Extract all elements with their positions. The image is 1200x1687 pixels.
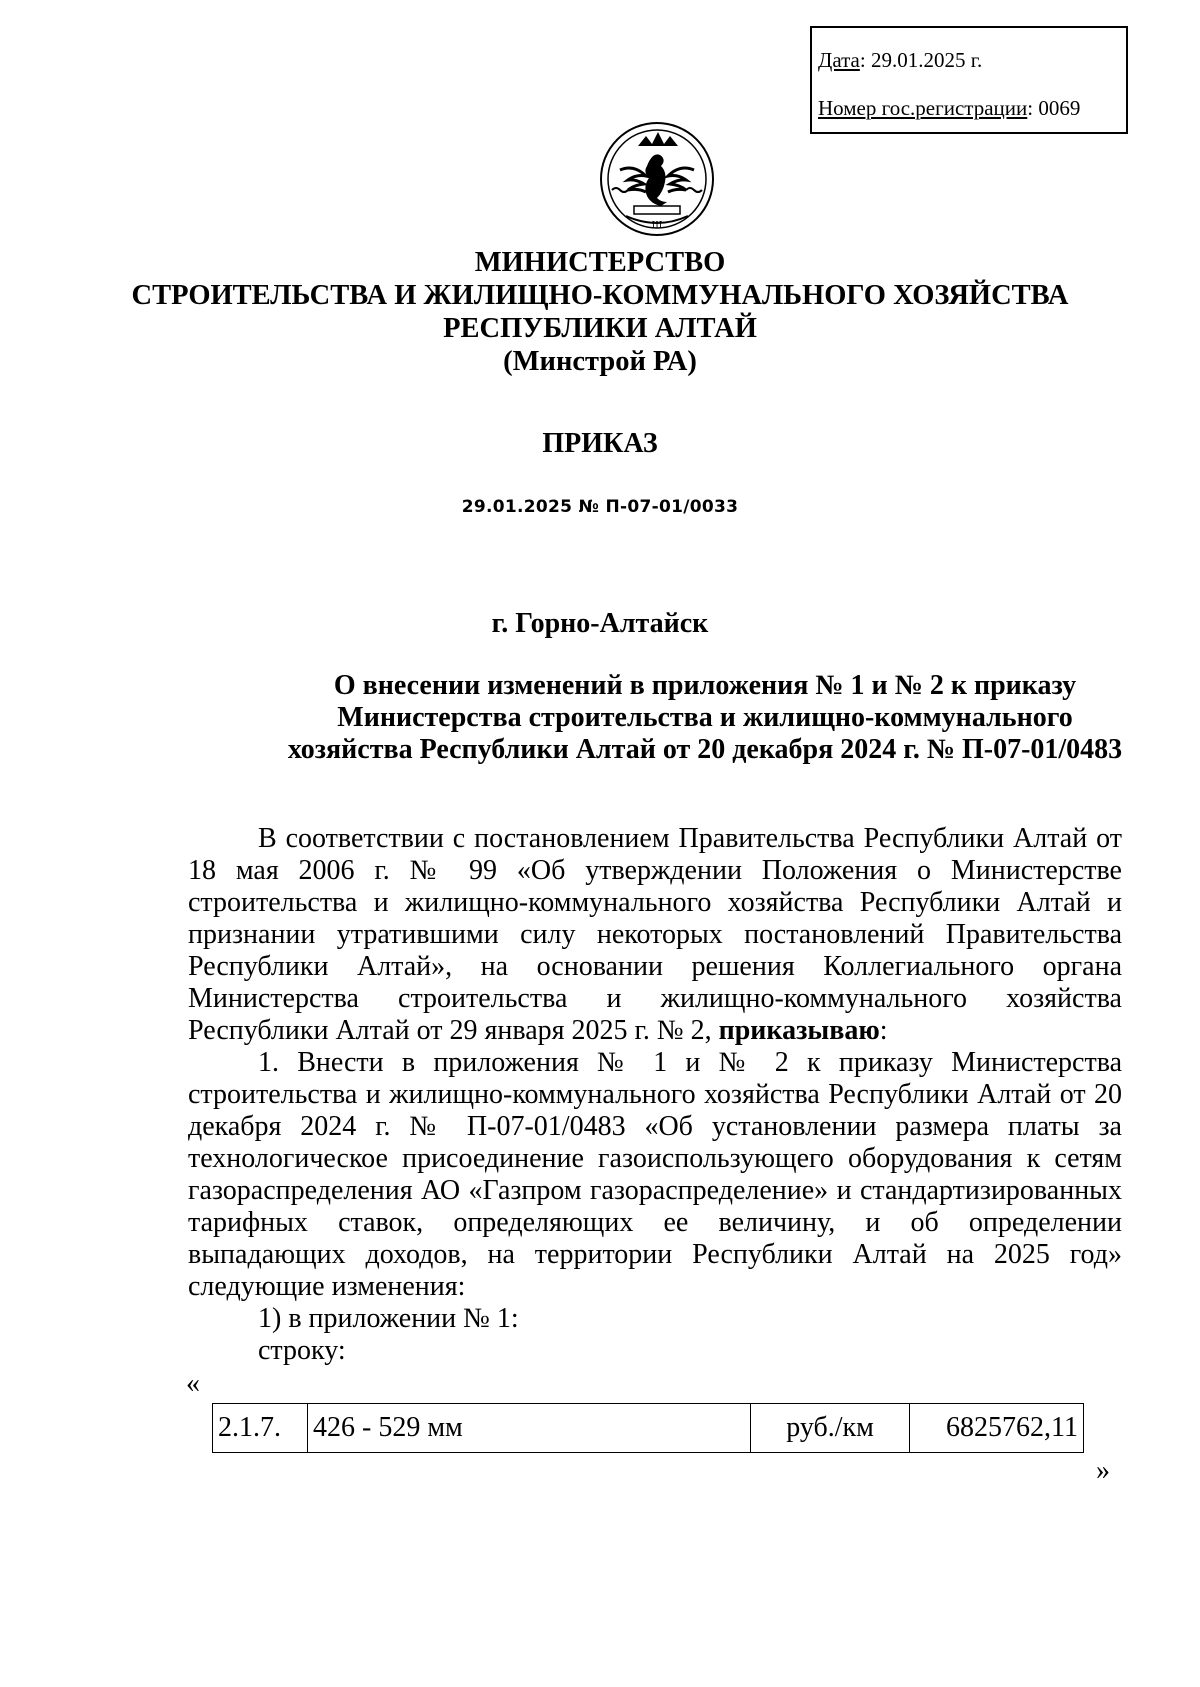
ministry-line-1: МИНИСТЕРСТВО [474, 247, 726, 278]
registration-date-row: Дата: 29.01.2025 г. [818, 48, 983, 72]
city: г. Горно-Алтайск [491, 608, 709, 639]
subject-line-1: О внесении изменений в приложения № 1 и № 2 к приказу [333, 670, 1077, 701]
order-number: 29.01.2025 № П-07-01/0033 [461, 497, 739, 517]
opening-quote: « [186, 1368, 200, 1399]
row-unit-cell: руб./км [751, 1404, 910, 1453]
clause-1-text: 1. Внести в приложения № 1 и № 2 к приказу Министерства строительства и жилищно-коммунального хозяйства Республики Алтай от 20 декабря 2024 г. № П-07-01/0483 «Об установлении размера платы за технологическое присоединение газоиспользующего оборудования к сетям газораспределения АО «Газпром газораспределение» и стандартизированных тарифных ставок, определяющих ее величину, и об определении выпадающих доходов, на территории Республики Алтай на 2025 год» следующие изменения: [188, 1047, 1122, 1302]
registration-box [810, 26, 1128, 134]
ministry-line-2: СТРОИТЕЛЬСТВА И ЖИЛИЩНО-КОММУНАЛЬНОГО ХОЗЯЙСТВА [131, 280, 1069, 311]
registration-date-value: 29.01.2025 г. [870, 48, 983, 72]
registration-number-label: Номер гос.регистрации [818, 96, 1028, 120]
row-label: строку: [258, 1335, 346, 1366]
registration-number-value: 0069 [1038, 96, 1081, 120]
preamble-paragraph: В соответствии с постановлением Правительства Республики Алтай от 18 мая 2006 г. № 99 «Об утверждении Положения о Министерстве строительства и жилищно-коммунального хозяйства Республики Алтай и признании утратившими силу некоторых постановлений Правительства Республики Алтай», на основании решения Коллегиального органа Министерства строительства и жилищно-коммунального хозяйства Республики Алтай от 29 января 2025 г. № 2, приказываю: [188, 823, 1122, 1046]
ministry-header [0, 246, 1200, 378]
preamble-text: В соответствии с постановлением Правительства Республики Алтай от 18 мая 2006 г. № 99 «Об утверждении Положения о Министерстве строительства и жилищно-коммунального хозяйства Республики Алтай и признании утратившими силу некоторых постановлений Правительства Республики Алтай», на основании решения Коллегиального органа Министерства строительства и жилищно-коммунального хозяйства Республики Алтай от 29 января 2025 г. № 2, [188, 823, 1122, 1046]
registration-number-row: Номер гос.регистрации: 0069 [818, 96, 1081, 120]
row-name-cell: 426 - 529 мм [308, 1404, 751, 1453]
appendix-1-item: 1) в приложении № 1: [258, 1303, 519, 1334]
subject-line-2: Министерства строительства и жилищно-коммунального [337, 702, 1073, 733]
order-keyword: приказываю [718, 1015, 880, 1046]
ministry-short-name: (Минстрой РА) [503, 346, 697, 377]
row-code-cell: 2.1.7. [213, 1404, 308, 1453]
tariff-row-table [212, 1403, 1084, 1453]
republic-of-altai-emblem-icon [598, 120, 716, 238]
emblem-text: III [651, 221, 663, 231]
order-subject [270, 670, 1140, 766]
row-value-cell: 6825762,11 [910, 1404, 1084, 1453]
table-row [213, 1404, 1084, 1453]
closing-quote: » [1096, 1455, 1110, 1486]
registration-date-label: Дата [818, 48, 860, 72]
subject-line-3: хозяйства Республики Алтай от 20 декабря 2024 г. № П-07-01/0483 [287, 734, 1123, 765]
ministry-line-3: РЕСПУБЛИКИ АЛТАЙ [443, 313, 757, 344]
clause-1-paragraph [188, 1047, 1122, 1303]
order-title: ПРИКАЗ [542, 428, 658, 459]
